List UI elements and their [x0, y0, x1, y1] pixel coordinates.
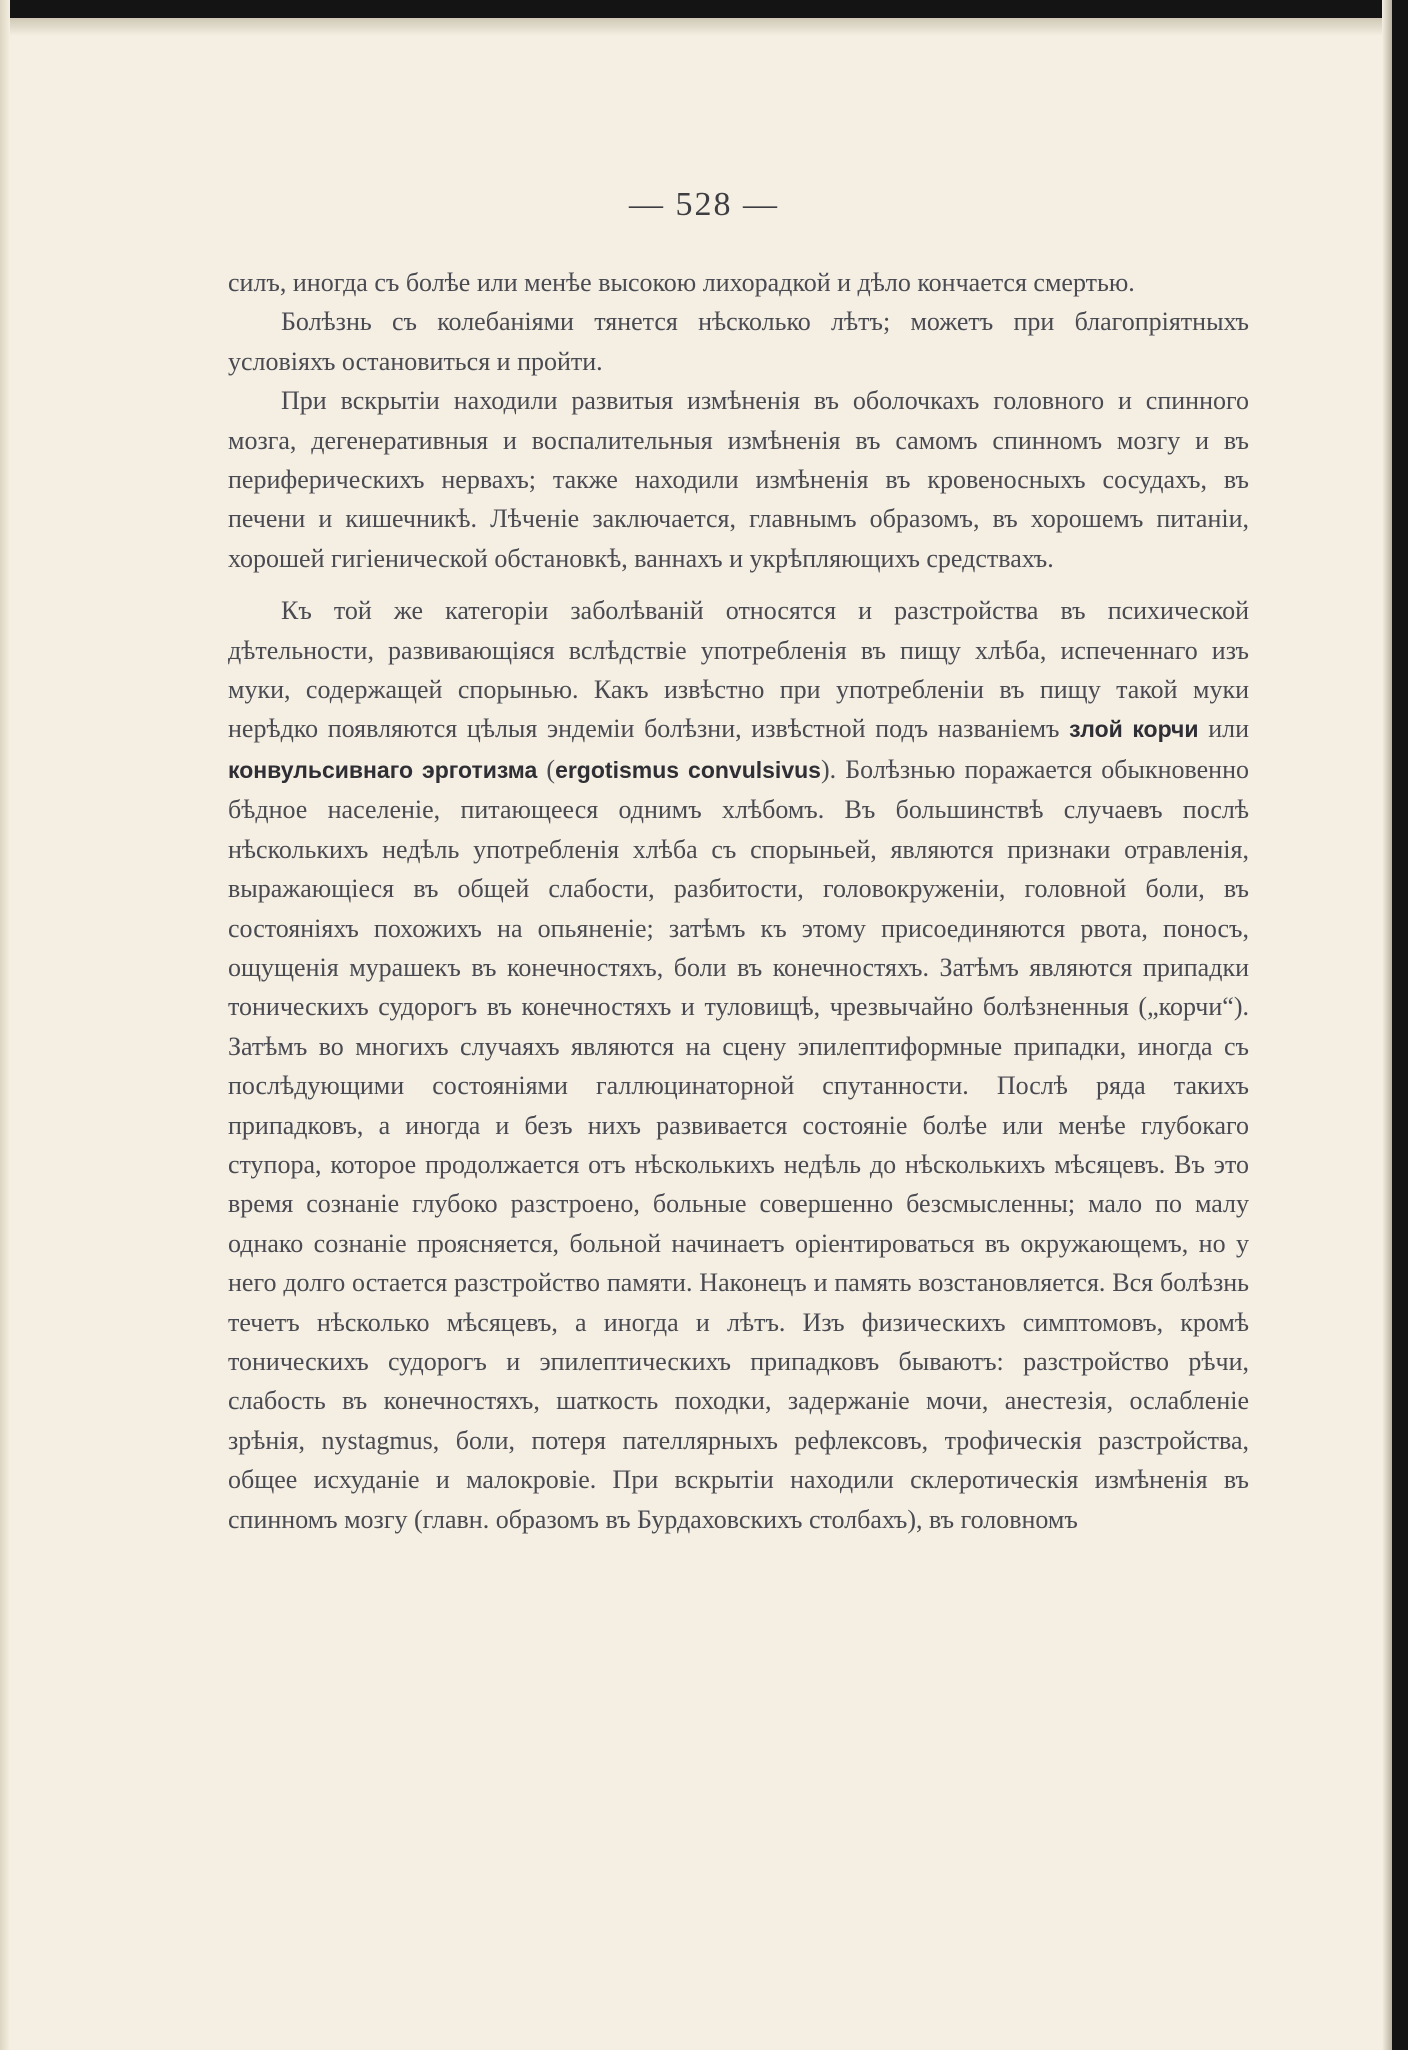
term-konvulsivnogo-ergotizma: конвульсивнаго эрготизма — [228, 756, 538, 783]
term-zloi-korchi: злой корчи — [1069, 716, 1199, 743]
scan-left-shade — [0, 0, 10, 2050]
ergotism-paren-open: ( — [537, 754, 556, 784]
scan-top-border — [0, 0, 1408, 18]
paragraph-course: Болѣзнь съ колебаніями тянется нѣсколько лѣтъ; можетъ при благопріятныхъ условіяхъ остановиться и пройти. — [228, 307, 1249, 376]
ergotism-text-intro: Къ той же категоріи заболѣваній относятся и разстройства въ психической дѣтельности, развивающіяся вслѣдствіе употребленія въ пищу хлѣба, испеченнаго изъ муки, содержащей спорынью. Какъ извѣстно при употребленіи въ пищу такой муки нерѣдко появляются цѣлыя эндеміи болѣзни, извѣстной подъ названіемъ — [228, 596, 1249, 744]
scan-right-border — [1392, 0, 1408, 2050]
ergotism-text-or: или — [1198, 714, 1249, 744]
scan-right-shadow — [1382, 0, 1392, 2050]
paragraph-autopsy: При вскрытіи находили развитыя измѣненія въ оболочкахъ головного и спинного мозга, дегенеративныя и воспалительныя измѣненія въ самомъ спинномъ мозгу и въ периферическихъ нервахъ; также находили измѣненія въ кровеносныхъ сосудахъ, въ печени и кишечникѣ. Лѣченіе заключается, главнымъ образомъ, въ хорошемъ питаніи, хорошей гигіенической обстановкѣ, ваннахъ и укрѣпляющихъ средствахъ. — [228, 386, 1249, 573]
page-number: — 528 — — [629, 186, 779, 223]
term-ergotismus-convulsivus: ergotismus convulsivus — [555, 756, 821, 783]
paragraph-ergotism — [228, 591, 1249, 1539]
paragraph-continuation: силъ, иногда съ болѣе или менѣе высокою лихорадкой и дѣло кончается смертью. — [228, 268, 1135, 297]
scan-top-shadow — [0, 18, 1408, 36]
ergotism-text-body: ). Болѣзнью поражается обыкновенно бѣдное населеніе, питающееся однимъ хлѣбомъ. Въ большинствѣ случаевъ послѣ нѣсколькихъ недѣль употребленія хлѣба съ спорыньей, являются признаки отравленія, выражающіеся въ общей слабости, разбитости, головокруженіи, головной боли, въ состояніяхъ похожихъ на опьяненіе; затѣмъ къ этому присоединяются рвота, поносъ, ощущенія мурашекъ въ конечностяхъ, боли въ конечностяхъ. Затѣмъ являются припадки тоническихъ судорогъ въ конечностяхъ и туловищѣ, чрезвычайно болѣзненныя („корчи“). Затѣмъ во многихъ случаяхъ являются на сцену эпилептиформные припадки, иногда съ послѣдующими состояніями галлюцинаторной спутанности. Послѣ ряда такихъ припадковъ, а иногда и безъ нихъ развивается состояніе болѣе или менѣе глубокаго ступора, которое продолжается отъ нѣсколькихъ недѣль до нѣсколькихъ мѣсяцевъ. Въ это время сознаніе глубоко разстроено, больные совершенно безсмысленны; мало по малу однако сознаніе проясняется, больной начинаетъ оріентироваться въ окружающемъ, но у него долго остается разстройство памяти. Наконецъ и память возстановляется. Вся болѣзнь течетъ нѣсколько мѣсяцевъ, а иногда и лѣтъ. Изъ физическихъ симптомовъ, кромѣ тоническихъ судорогъ и эпилептическихъ припадковъ бываютъ: разстройство рѣчи, слабость въ конечностяхъ, шаткость походки, задержаніе мочи, анестезія, ослабленіе зрѣнія, nystagmus, боли, потеря пателлярныхъ рефлексовъ, трофическія разстройства, общее исхуданіе и малокровіе. При вскрытіи находили склеротическія измѣненія въ спинномъ мозгу (главн. образомъ въ Бурдаховскихъ столбахъ), въ головномъ — [228, 754, 1249, 1534]
page-text — [228, 263, 1249, 1539]
